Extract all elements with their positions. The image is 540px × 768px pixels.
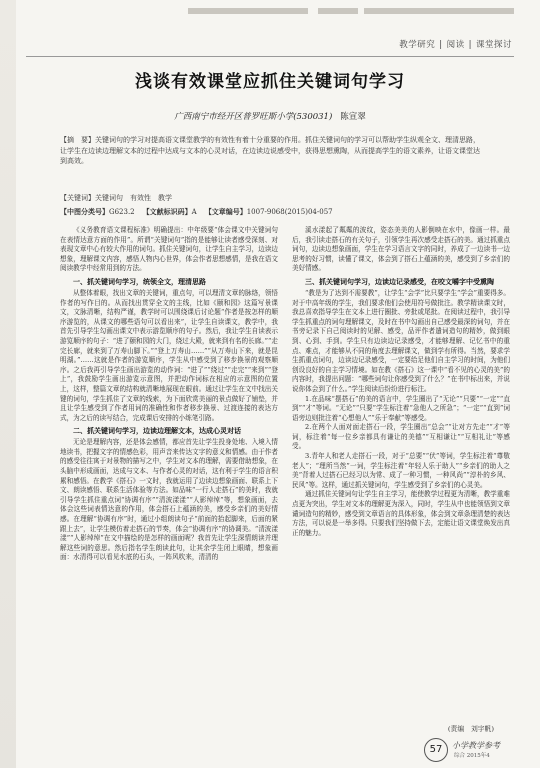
column-name: 阅读 [446, 40, 465, 50]
column-name: 课堂探讨 [475, 40, 512, 50]
body-paragraph: 通过抓住关键词句让学生自主学习，能使教学过程更为清晰，教学重难点更为突出，学生对文本的理解更为深入，同时，学生从中也能领悟到文章谴词造句的精妙，感受到文章语言的具体形象，体会到文章条理清楚的表达方法，可以说是一举多得。只要我们坚持做下去，定能让语文课堂焕发出真正的魅力。 [292, 490, 510, 537]
author-affiliation: 广西南宁市经开区普罗旺斯小学(530031) [174, 112, 333, 122]
separator-icon: | [468, 40, 472, 50]
magazine-issue: 综合 2015年4 [454, 753, 490, 759]
header-decoration-bar [318, 8, 358, 14]
body-paragraph: 3.青年人和老人走搭石一段，对于“总要”“伏”等词，学生标注着“尊敬老人”；“理所当然”一词，学生标注着“年轻人乐于助人”“乡亲们的助人之美”背着人过搭石已经习以为常、成了一种习惯，一种风尚”“淳朴的乡风、民风”等。这样，通过抓关键词句，学生感受到了乡亲们的心灵美。 [292, 452, 510, 489]
left-column [60, 226, 278, 563]
abstract: 【摘 要】关键词句的学习对提高语文课堂教学的有效性有着十分重要的作用。抓住关键词句的学习可以帮助学生纵观全文、理清思路，让学生在边读边理解文本的过程中达成与文本的心灵对话，在边读边说感受中，获得思想熏陶，从而提高学生的语文素养，让语文课堂达到高效。 [60, 136, 480, 165]
section-heading: 三、抓关键词句学习，边读边记录感受，在咬文嚼字中受熏陶 [305, 277, 494, 286]
body-paragraph: 《义务教育语文课程标准》明确提出：中年级要“体会课文中关键词句在表情达意方面的作用”。所谓“关键词句”指的是能够让读者感受深刻、对表现文章中心有较大作用的词句。抓住关键词句，让学生自主学习，边读边想象，理解课文内容，感悟人物内心世界，体会作者思想感情，是我在语文阅读教学中经常用到的方法。 [60, 226, 278, 273]
article-title: 浅谈有效课堂应抓住关键词句学习 [135, 72, 405, 92]
classification-line [60, 207, 333, 217]
editor-credit: (责编 刘宇帆) [447, 725, 494, 733]
number-value: 1007-9068(2015)04-057 [246, 208, 333, 216]
keywords: 【关键词】关键词句 有效性 教学 [60, 194, 172, 202]
body-paragraph: 从整体着眼，找出文章的关键词，重点句，可以理清文章的脉络，领悟作者的写作目的。从而找出贯穿全文的主线，比如《颐和园》这篇写景课文，文脉清晰，结构严谨，教学时可以围绕课后讨论题“作者是按怎样的顺序游览的，从课文的哪些语句可以看出来”，让学生自读课文，教学中，我首先引导学生勾画出课文中表示游览顺序的句子。然后，我让学生自读表示游览顺序的句子：“进了颐和园的大门，绕过大殿，就来到有名的长廊。”“走完长廊，就来到了万寿山脚下。”“登上万寿山……”“从万寿山下来，就是昆明湖。”……这就是作者的游览顺序，学生从中感受到了移步换景的观察顺序。之后我再引导学生画出游览的动作词：“进了”“绕过”“走完”“来到”“登上”，我鼓励学生画出游览示意图，并把动作词标在相应的示意图的位置上，这样，整篇文章的结构就清晰地展现在眼前。通过让学生在文中找出关键的词句，学生抓住了文章的线索，为下面欣赏美丽的景点做好了铺垫，并且让学生感受到了作者用词的准确性和作者移步换景、过渡连接的表达方式，为之后的读写结合，完成课后安排的小练笔引路。 [60, 288, 278, 422]
header-divider [26, 56, 514, 57]
body-paragraph: 1.在品味“摆搭石”的美的语言中，学生圈出了“无论”“只要”“一定”“直到”“才”等词。“无论”“只要”学生标注着“急他人之所急”；“一定”“直到”词语旁边则批注着“心想他人”“乐于奉献”等感受。 [292, 394, 510, 422]
body-paragraph: 溪水漾起了粼粼的波纹，姿态美美的人影倒映在水中，像画一样。最后，我引读走搭石的有关句子，引领学生再次感受走搭石的美。通过抓重点词句，边读边想象画面，学生在学习语言文字的同时，养成了一边读书一边思考的好习惯，读懂了课文，体会到了搭石上蕴涵的美，感受到了乡亲们的美好情感。 [292, 226, 510, 273]
code-value: A [191, 208, 197, 216]
body-paragraph: “教是为了达到不需要教”，让学生“会学”比只要学生“学会”重要得多。对于中高年级的学生，我们要求他们会使用符号做批注。教学精读课文时，我总喜欢指导学生在文本上进行圈批、旁批或尾批。在阅读过程中，我引导学生抓重点的词句理解课文，及时在书中勾画出自己感受最深的词句，并在书旁记录下自己阅读时的见解、感受，品评作者遣词造句的精妙，做到眼到、心到、手到。学生只有边读边记录感受，才能够理解、记忆书中的重点、难点，才能够从不同的角度去理解课文，做到学有所得。当然，要求学生抓重点词句，边读边记录感受，一定要给足他们自主学习的时间，为他们创设良好的自主学习情境。如在教《搭石》这一课中“看不见的心灵的美”的内容时，我提出问题：“哪些词句让你感受到了什么？”在书中标出来，并说说你体会到了什么。”学生阅读后纷纷进行标注。 [292, 288, 510, 393]
body-paragraph: 2.在两个人面对面走搭石一段，学生圈出“总会”“让对方先走”“才”等词，标注着“每一位乡亲都具有谦让的美德”“互相谦让”“互相礼让”等感受。 [292, 423, 510, 451]
column-name: 教学研究 [399, 40, 436, 50]
right-column [292, 226, 510, 538]
header-decoration-bar [188, 8, 308, 14]
column-header [397, 38, 514, 50]
page-number: 57 [424, 738, 448, 762]
magazine-name: 小学教学参考 [452, 741, 500, 750]
section-heading: 二、抓关键词句学习，边读边理解文本，达成心灵对话 [73, 427, 241, 436]
header-decoration-bar [364, 8, 514, 14]
page-header [0, 0, 540, 58]
separator-icon: | [439, 40, 443, 50]
author-line [0, 110, 540, 122]
class-value: G623.2 [109, 208, 135, 216]
body-paragraph: 无论是理解内容，还是体会感情，都应首先让学生投身处地、入境入情地读书，把握文字的情感色彩，用声音来传达文字的意义和情感。由于作者的感受往往寓于对景物的描写之中，学生对文本的理解，需要借助想象，在头脑中形成画面，达成与文本、与作者心灵的对话，这有利于学生的语言积累和感悟。在教学《搭石》一文时，我就运用了边读边想象画面、联系上下文、朗读感悟、联系生活体验等方法。如品味“一行人走搭石”的美时，我就引导学生抓住重点词“协调有序”“清波漾漾”“人影绰绰”等，想象画面，去体会这些词表情达意的作用，体会搭石上蕴涵的美，感受乡亲们的美好情感。在理解“协调有序”时，通过小组朗读句子“前面的抬起脚来，后面的紧跟上去”，让学生模仿着走搭石的节奏，体会“协调有序”的协调美。“清波漾漾”“人影绰绰”在文中描绘的是怎样的画面呢？我首先让学生深情朗读并理解这些词的意思。然后指名学生朗读此句，让其余学生闭上眼睛，想象画面：水清得可以看见水底的石头，一阵风吹来，清清的 [60, 438, 278, 562]
class-label: 【中图分类号】 [60, 208, 109, 216]
author-name: 陈宣翠 [340, 112, 366, 122]
section-heading: 一、抓关键词句学习，统领全文，理清思路 [73, 277, 206, 286]
code-label: 【文献标识码】 [142, 208, 192, 216]
number-label: 【文章编号】 [204, 208, 247, 216]
